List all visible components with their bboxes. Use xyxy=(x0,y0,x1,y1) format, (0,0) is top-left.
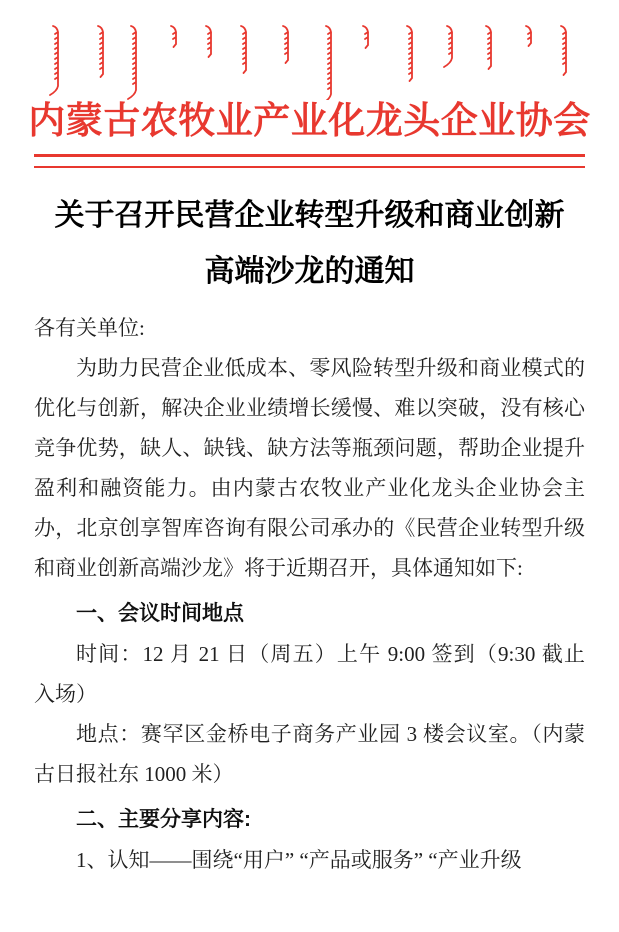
mongolian-word-glyph xyxy=(206,26,211,57)
header-divider xyxy=(34,154,585,168)
meeting-time-line: 入场） xyxy=(34,682,97,706)
mongolian-word-glyph xyxy=(323,26,331,100)
mongolian-script-icon xyxy=(0,20,619,100)
mongolian-word-glyph xyxy=(241,26,246,73)
mongolian-word-glyph xyxy=(171,26,176,47)
mongolian-word-glyph xyxy=(486,26,491,69)
para-line: 办，北京创享智库咨询有限公司承办的《民营企业转型升级 xyxy=(34,516,585,540)
salutation: 各有关单位: xyxy=(34,316,145,340)
org-name: 内蒙古农牧业产业化龙头企业协会 xyxy=(28,101,591,142)
content-item-1: 1、认知——围绕“用户” “产品或服务” “产业升级 xyxy=(76,848,522,872)
para-line: 竞争优势，缺人、缺钱、缺方法等瓶颈问题，帮助企业提升 xyxy=(34,436,585,460)
notice-body-lines xyxy=(34,348,585,880)
document-body xyxy=(0,154,619,880)
mongolian-word-glyph xyxy=(128,26,136,99)
mongolian-word-glyph xyxy=(444,26,452,67)
meeting-place-line: 古日报社东 1000 米） xyxy=(34,762,234,786)
mongolian-word-glyph xyxy=(283,26,288,63)
section-heading-2: 二、主要分享内容: xyxy=(76,808,251,831)
notice-title-line-2: 高端沙龙的通知 xyxy=(204,255,415,288)
mongolian-word-glyph xyxy=(561,26,566,75)
mongolian-word-glyph xyxy=(407,26,412,81)
notice-title xyxy=(34,188,585,300)
mongolian-script-banner xyxy=(0,20,619,100)
mongolian-word-glyph xyxy=(526,26,531,46)
para-line: 盈利和融资能力。由内蒙古农牧业产业化龙头企业协会主 xyxy=(34,476,585,500)
meeting-place-line: 地点：赛罕区金桥电子商务产业园 3 楼会议室。（内蒙 xyxy=(76,722,585,746)
section-heading-1: 一、会议时间地点 xyxy=(76,602,244,625)
para-line: 为助力民营企业低成本、零风险转型升级和商业模式的 xyxy=(76,356,585,380)
mongolian-word-glyph xyxy=(98,26,103,77)
notice-title-line-1: 关于召开民营企业转型升级和商业创新 xyxy=(54,199,565,232)
para-line: 优化与创新，解决企业业绩增长缓慢、难以突破，没有核心 xyxy=(34,396,585,420)
mongolian-word-glyph xyxy=(363,26,368,48)
para-line: 和商业创新高端沙龙》将于近期召开，具体通知如下: xyxy=(34,556,523,580)
mongolian-word-glyph xyxy=(50,26,58,95)
meeting-time-line: 时间：12 月 21 日（周五）上午 9:00 签到（9:30 截止 xyxy=(76,642,585,666)
